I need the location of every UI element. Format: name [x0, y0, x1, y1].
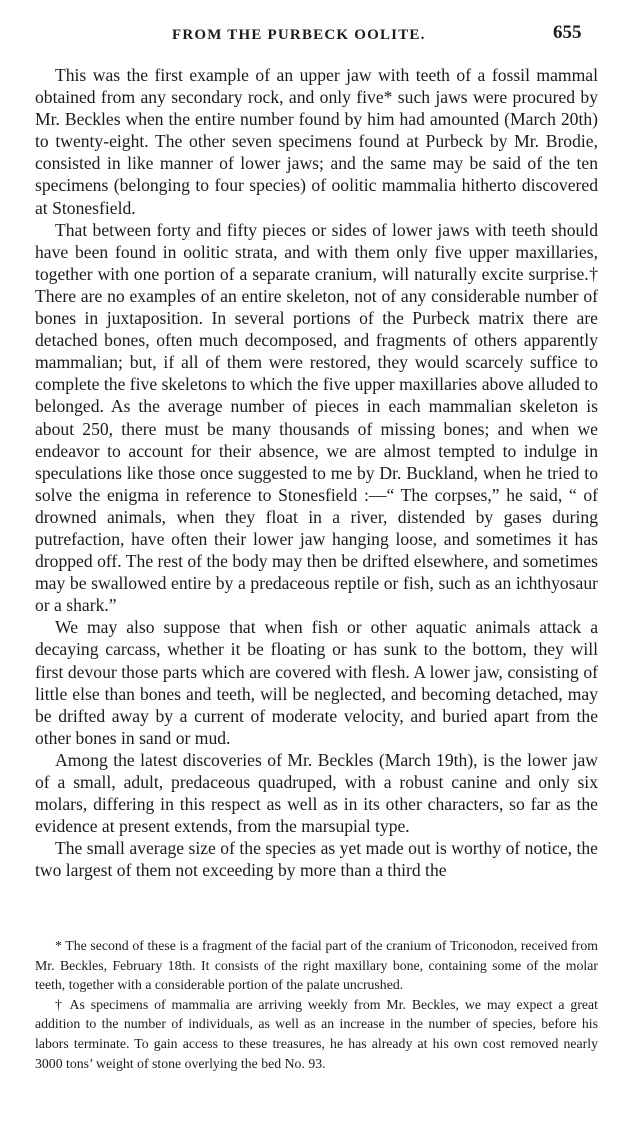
body-paragraph: We may also suppose that when fish or other aquatic animals attack a decaying carcass, whether it be floating or has sunk to the bottom, they will first devour those parts which are covered with flesh. A lower jaw, consisting of little else than bones and teeth, will be neglected, and becoming detached, may be drifted away by a current of moderate velocity, and buried apart from the other bones in sand or mud. — [35, 617, 598, 748]
footnotes — [35, 936, 598, 1073]
body-paragraph: The small average size of the species as yet made out is worthy of notice, the two largest of them not exceeding by more than a third the — [35, 838, 598, 881]
body-text — [35, 64, 598, 881]
body-paragraph: That between forty and fifty pieces or sides of lower jaws with teeth should have been found in oolitic strata, and with them only five upper maxillaries, together with one portion of a separate cranium, will naturally excite surprise.† There are no examples of an entire skeleton, not of any considerable number of bones in juxtaposition. In several portions of the Purbeck matrix there are detached bones, often much decomposed, and fragments of others apparently mammalian; but, if all of them were restored, they would scarcely suffice to complete the five skeletons to which the five upper maxillaries above alluded to belonged. As the average number of pieces in each mammalian skeleton is about 250, there must be many thousands of missing bones; and when we endeavor to account for their absence, we are almost tempted to indulge in speculations like those once suggested to me by Dr. Buckland, when he tried to solve the enigma in reference to Stonesfield :—“ The corpses,” he said, “ of drowned animals, when they float in a river, distended by gases during putrefaction, have often their lower jaw hanging loose, and sometimes it has dropped off. The rest of the body may then be drifted elsewhere, and sometimes may be swallowed entire by a predaceous reptile or fish, such as an ichthyosaur or a shark.” — [35, 219, 598, 616]
footnote: * The second of these is a fragment of the facial part of the cranium of Triconodon, received from Mr. Beckles, February 18th. It consists of the right maxillary bone, containing some of the molar teeth, together with a considerable portion of the palate uncrushed. — [35, 938, 598, 993]
body-paragraph: Among the latest discoveries of Mr. Beckles (March 19th), is the lower jaw of a small, adult, predaceous quadruped, with a robust canine and only six molars, differing in this respect as well as in its other characters, so far as the evidence at present extends, from the marsupial type. — [35, 749, 598, 837]
footnote: † As specimens of mammalia are arriving weekly from Mr. Beckles, we may expect a great addition to the number of individuals, as well as an increase in the number of species, before his labors terminate. To gain access to these treasures, he has already at his own cost removed nearly 3000 tons’ weight of stone overlying the bed No. 93. — [35, 996, 598, 1071]
running-title: FROM THE PURBECK OOLITE. — [172, 27, 426, 43]
page-number: 655 — [553, 22, 582, 43]
body-paragraph: This was the first example of an upper jaw with teeth of a fossil mammal obtained from any secondary rock, and only five* such jaws were procured by Mr. Beckles when the entire number found by him had amounted (March 20th) to twenty-eight. The other seven specimens found at Purbeck by Mr. Brodie, consisted in like manner of lower jaws; and the same may be said of the ten specimens (belonging to four species) of oolitic mammalia hitherto discovered at Stonesfield. — [35, 65, 598, 218]
